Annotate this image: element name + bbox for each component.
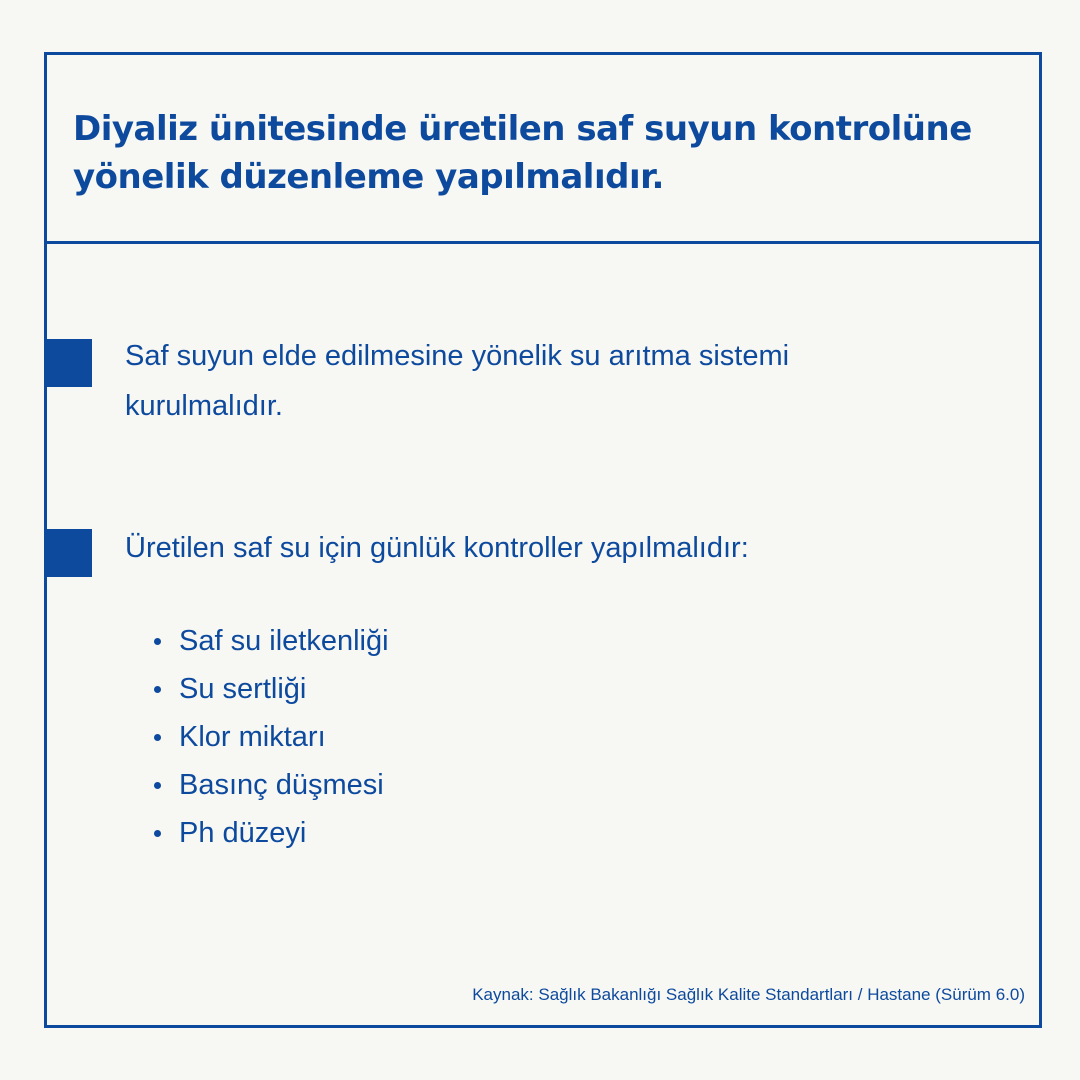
square-marker-icon	[44, 529, 92, 577]
bullet-dot-icon	[154, 734, 161, 741]
list-item-label: Klor miktarı	[179, 721, 326, 753]
point-water-treatment: Saf suyun elde edilmesine yönelik su arıtma sistemi kurulmalıdır.	[125, 340, 790, 422]
content-frame	[44, 52, 1042, 1028]
bullet-dot-icon	[154, 686, 161, 693]
square-marker-icon	[44, 339, 92, 387]
list-item-label: Su sertliği	[179, 673, 307, 705]
header-section	[47, 55, 1039, 244]
bullet-dot-icon	[154, 638, 161, 645]
controls-list	[151, 617, 389, 857]
list-item	[151, 713, 389, 761]
bullet-dot-icon	[154, 782, 161, 789]
source-citation: Kaynak: Sağlık Bakanlığı Sağlık Kalite Standartları / Hastane (Sürüm 6.0)	[472, 985, 1025, 1004]
list-item-label: Saf su iletkenliği	[179, 625, 389, 657]
list-item-label: Ph düzeyi	[179, 817, 307, 849]
list-item	[151, 809, 389, 857]
page-title: Diyaliz ünitesinde üretilen saf suyun kontrolüne yönelik düzenleme yapılmalıdır.	[73, 109, 972, 197]
list-item-label: Basınç düşmesi	[179, 769, 384, 801]
list-item	[151, 665, 389, 713]
bullet-dot-icon	[154, 830, 161, 837]
list-item	[151, 617, 389, 665]
list-item	[151, 761, 389, 809]
point-daily-controls: Üretilen saf su için günlük kontroller yapılmalıdır:	[125, 532, 749, 564]
